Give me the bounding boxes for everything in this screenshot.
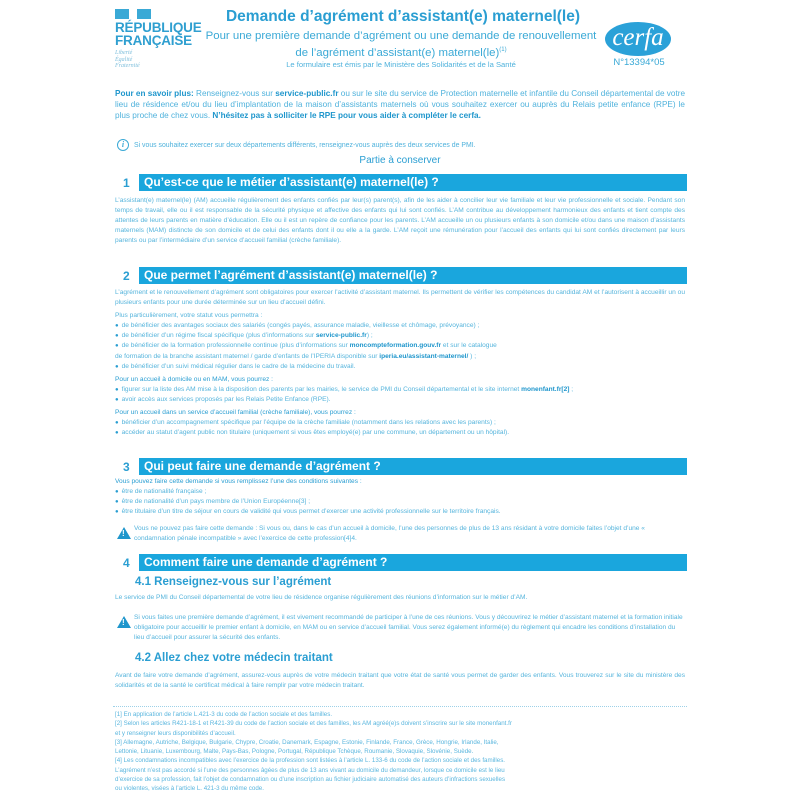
issuer-line: Le formulaire est émis par le Ministère des Solidarités et de la Santé <box>286 60 516 69</box>
subtitle-footnote-ref: (1) <box>499 46 507 53</box>
mam-lead: Pour un accueil à domicile ou en MAM, vous pourrez : <box>115 375 273 383</box>
section-1-number: 1 <box>123 175 130 190</box>
status-item-cont-end: ) ; <box>468 352 477 360</box>
service-public-link[interactable]: service-public.fr <box>275 89 339 98</box>
subsection-4-1-title: 4.1 Renseignez-vous sur l’agrément <box>135 576 332 588</box>
section-3-body <box>115 477 685 517</box>
status-item-cont-text: de formation de la branche assistant maternel / garde d’enfants de l’IPERIA disponible sur <box>115 352 380 360</box>
section-3-warning <box>117 524 683 544</box>
footnote-line: Lettonie, Lituanie, Luxembourg, Malte, Pays-Bas, Pologne, Portugal, République Tchèque, Roumanie, Slovaquie, Slovénie, Suède. <box>115 748 474 756</box>
subsection-4-1-warning <box>117 613 683 643</box>
footnote-line: et y renseigner leurs disponibilités d’accueil. <box>115 729 236 737</box>
motto-liberte: Liberté <box>115 50 133 56</box>
footnote-line: L’agrément n’est pas accordé si l’une des personnes âgées de plus de 13 ans vivant au domicile du demandeur, lorsque ce domicile est le lieu <box>115 766 505 774</box>
intro-text-2: ou sur le site du service de Protection maternelle et infantile du Conseil départemental de votre lieu de résidence et/ou du lieu d’implantation de la maison d’assistants maternels où vous souhaitez exercer ou auprès du Relais petite enfance (RPE) le plus proche de chez vous. <box>115 89 686 121</box>
section-4-header <box>123 554 687 571</box>
document-title: Demande d’agrément d’assistant(e) maternel(le) <box>225 8 581 25</box>
republic-name-line2: FRANÇAISE <box>115 33 192 48</box>
section-3-warning-text: Vous ne pouvez pas faire cette demande : Si vous ou, dans le cas d’un accueil à domicile, l’une des personnes de plus de 13 ans résidant à votre domicile faites l’objet d’une « condamnation pénale incompatible » avec l’exercice de cette profession[4]4. <box>134 525 645 542</box>
condition-item: ● être de nationalité française ; <box>115 487 685 497</box>
intro-paragraph <box>115 88 685 122</box>
footnote-line: d’exercice de sa profession, fait l’objet de condamnation ou d’une inscription au fichier judiciaire automatisé des auteurs d’infractions sexuelles <box>115 776 506 784</box>
status-item: ● de bénéficier d’un suivi médical régulier dans le cadre de la médecine du travail. <box>115 362 685 372</box>
family-item: ● accéder au statut d’agent public non titulaire (uniquement si vous êtes employé(e) par une commune, un département ou un hôpital). <box>115 428 685 438</box>
condition-item: ● être de nationalité d’un pays membre de l’Union Européenne[3] ; <box>115 497 685 507</box>
subsection-4-2-body: Avant de faire votre demande d’agrément, assurez-vous auprès de votre médecin traitant que votre état de santé vous permet de garder des enfants. Vous trouverez sur le site du ministère des solidarités et de la santé le certificat médical à faire remplir par votre médecin traitant. <box>115 672 685 690</box>
section-2-body <box>115 288 685 438</box>
section-1-header <box>123 174 687 191</box>
family-item: ● bénéficier d’un accompagnement spécifique par l’équipe de la crèche familiale (notamment dans les relations avec les parents) ; <box>115 418 685 428</box>
status-item-after: et sur le catalogue <box>441 342 497 350</box>
section-2-intro: L’agrément et le renouvellement d’agrément sont obligatoires pour exercer l’activité d’assistant maternel. Ils permettent de vérifier les compétences du candidat AM et l’autorisent à accueillir un ou plusieurs enfants pour une durée déterminée sur un lieu d’accueil défini. <box>115 289 685 307</box>
subtitle-line1: Pour une première demande d’agrément ou une demande de renouvellement <box>205 30 597 42</box>
intro-text-1: Renseignez-vous sur <box>193 89 276 98</box>
motto-egalite: Égalité <box>115 56 133 63</box>
footnote-line: [4] Les condamnations incompatibles avec l’exercice de la profession sont listées à l’article L. 133-6 du code de l’action sociale et des familles. <box>115 757 506 765</box>
conditions-lead: Vous pouvez faire cette demande si vous remplissez l’une des conditions suivantes : <box>115 478 362 485</box>
mam-item-text: figurer sur la liste des AM mise à la disposition des parents par les mairies, le service de PMI du Conseil départemental et le site internet <box>121 385 522 393</box>
republic-name-line1: RÉPUBLIQUE <box>115 20 202 35</box>
section-3-number: 3 <box>123 459 130 474</box>
republique-francaise-logo <box>115 9 202 70</box>
status-lead: Plus particulièrement, votre statut vous permettra : <box>115 312 263 320</box>
mam-item: ● avoir accès aux services proposés par les Relais Petite Enfance (RPE). <box>115 395 685 405</box>
status-item-after: ) ; <box>366 332 373 340</box>
republic-motto <box>115 50 195 70</box>
moncompteformation-link[interactable]: moncompteformation.gouv.fr <box>349 342 442 350</box>
monenfant-link[interactable]: monenfant.fr[2] <box>521 385 570 393</box>
section-2-number: 2 <box>123 268 130 283</box>
document-subtitle <box>201 30 601 60</box>
intro-lead: Pour en savoir plus: <box>115 89 194 98</box>
keep-part-label: Partie à conserver <box>359 155 441 166</box>
info-note-text: Si vous souhaitez exercer sur deux départements différents, renseignez-vous auprès des deux services de PMI. <box>134 141 476 149</box>
warning-icon <box>117 616 131 628</box>
status-item <box>115 331 685 341</box>
service-public-link-2[interactable]: service-public.fr <box>315 332 367 340</box>
section-3-header <box>123 458 687 475</box>
mam-item-after: ; <box>569 385 574 393</box>
section-2-header <box>123 267 687 284</box>
status-item <box>115 341 685 351</box>
mam-item <box>115 385 685 395</box>
marianne-flag-icon <box>115 9 195 19</box>
section-4-title: Comment faire une demande d’agrément ? <box>139 554 687 571</box>
cerfa-number: N°13394*05 <box>613 57 665 68</box>
status-item-text: de bénéficier d’un régime fiscal spécifique (plus d’informations sur <box>121 332 316 340</box>
status-item-text: de bénéficier de la formation professionnelle continue (plus d’informations sur <box>121 342 350 350</box>
motto-fraternite: Fraternité <box>115 63 140 69</box>
footnote-line: [1] En application de l’article L.421-3 du code de l’action sociale et des familles. <box>115 711 333 718</box>
footnotes-divider <box>113 706 687 707</box>
document-header <box>113 0 687 86</box>
iperia-link[interactable]: iperia.eu/assistant-maternel/ <box>379 352 469 360</box>
section-1-body: L’assistant(e) maternel(le) (AM) accueille régulièrement des enfants confiés par leur(s) parent(s), afin de les aider à concilier leur vie familiale et leur vie professionnelle et sociale. Pendant son temps de travail, elle ou il est responsable de la sécurité physique et affective des enfants qui lui sont confiés. L’AM contribue au développement harmonieux des enfants et tient compte des attentes de leurs parents en matière d’éducation. Elle ou il est un repère de confiance pour les parents. L’AM accueille un ou plusieurs enfants à son domicile et/ou dans une maison d’assistants maternels (MAM) distincte de son domicile et de celui des enfants dont il ou elle a la garde. L’AM reçoit une rémunération pour l’accueil des enfants qui lui sont confiés directement par leurs parents ou par l’intermédiaire d’un service d’accueil familial (crèche familiale). <box>115 197 685 245</box>
family-lead: Pour un accueil dans un service d’accueil familial (crèche familiale), vous pourrez : <box>115 409 356 417</box>
section-4-number: 4 <box>123 555 130 570</box>
subsection-4-1-warning-text: Si vous faites une première demande d’agrément, il est vivement recommandé de participer à l’une de ces réunions. Vous y découvrirez le métier d’assistant maternel et la formation initiale obligatoire pour accueillir le premier enfant à domicile, en MAM ou en service d’accueil familial. Vous serez également informé(e) du règlement qui encadre les conditions d’installation du lieu d’accueil pour assurer la sécurité des enfants. <box>134 614 683 641</box>
subsection-4-2-title: 4.2 Allez chez votre médecin traitant <box>135 652 333 664</box>
intro-strong: N’hésitez pas à solliciter le RPE pour vous aider à compléter le cerfa. <box>212 111 481 121</box>
section-2-title: Que permet l’agrément d’assistant(e) maternel(le) ? <box>139 267 687 284</box>
info-icon: i <box>117 139 129 151</box>
condition-item: ● être titulaire d’un titre de séjour en cours de validité qui vous permet d’exercer une activité professionnelle sur le territoire français. <box>115 507 685 517</box>
subtitle-line2: de l’agrément d’assistant(e) maternel(le) <box>295 46 500 59</box>
info-note <box>117 139 683 151</box>
section-3-title: Qui peut faire une demande d’agrément ? <box>139 458 687 475</box>
footnote-line: [2] Selon les articles R421-18-1 et R421-39 du code de l’action sociale et des familles, les AM agréé(e)s doivent s’inscrire sur le site monenfant.fr <box>115 720 512 728</box>
footnote-line: [3] Allemagne, Autriche, Belgique, Bulgarie, Chypre, Croatie, Danemark, Espagne, Estonie, Finlande, France, Grèce, Hongrie, Irlande, Italie, <box>115 738 499 746</box>
status-item: ● de bénéficier des avantages sociaux des salariés (congés payés, assurance maladie, vieillesse et chômage, prévoyance) ; <box>115 321 685 331</box>
status-item-continuation <box>115 352 685 362</box>
footnote-line: ou violentes, visées à l’article L. 421-3 du même code. <box>115 785 264 793</box>
warning-icon <box>117 527 131 539</box>
footnotes <box>115 710 685 794</box>
section-1-title: Qu’est-ce que le métier d’assistant(e) maternel(le) ? <box>139 174 687 191</box>
subsection-4-1-body: Le service de PMI du Conseil départemental de votre lieu de résidence organise régulièrement des réunions d’information sur le métier d’AM. <box>115 594 528 601</box>
cerfa-document-page <box>113 0 687 800</box>
cerfa-logo: cerfa <box>605 22 671 56</box>
